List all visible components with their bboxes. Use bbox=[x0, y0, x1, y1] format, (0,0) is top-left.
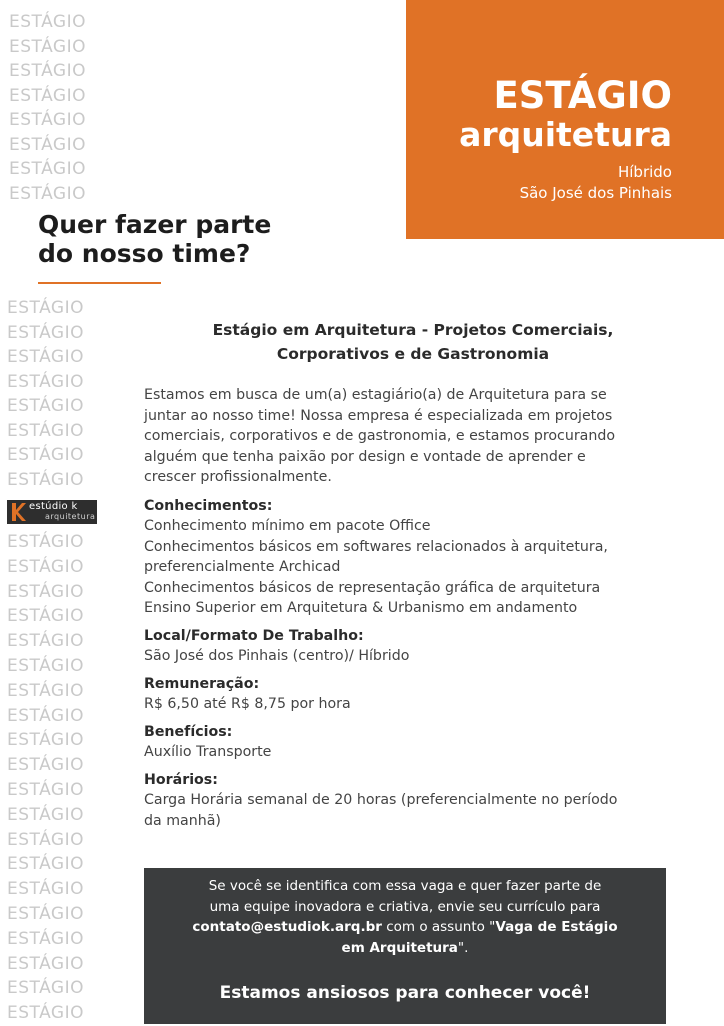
watermark-column-middle bbox=[7, 296, 84, 492]
headline-underline bbox=[38, 282, 161, 284]
watermark-word: ESTÁGIO bbox=[7, 396, 84, 416]
section-line: da manhã) bbox=[144, 812, 221, 829]
cta-line-4-text: ". bbox=[457, 939, 469, 956]
section-line: Conhecimento mínimo em pacote Office bbox=[144, 518, 431, 534]
cta-line-2: uma equipe inovadora e criativa, envie seu currículo para bbox=[209, 898, 601, 915]
watermark-word: ESTÁGIO bbox=[7, 953, 84, 974]
section-heading: Local/Formato De Trabalho: bbox=[144, 627, 364, 644]
intro-line: comerciais, corporativos e de gastronomia, e estamos procurando bbox=[144, 428, 616, 444]
job-section bbox=[144, 770, 694, 832]
watermark-word: ESTÁGIO bbox=[7, 445, 84, 465]
watermark-word: ESTÁGIO bbox=[7, 556, 84, 577]
watermark-word: ESTÁGIO bbox=[9, 183, 86, 204]
job-title bbox=[143, 318, 683, 366]
watermark-word: ESTÁGIO bbox=[7, 469, 84, 490]
watermark-word: ESTÁGIO bbox=[7, 680, 84, 701]
watermark-word: ESTÁGIO bbox=[7, 298, 84, 318]
watermark-word: ESTÁGIO bbox=[7, 978, 84, 999]
section-line: R$ 6,50 até R$ 8,75 por hora bbox=[144, 696, 351, 712]
watermark-column-top bbox=[9, 10, 86, 206]
section-line: Conhecimentos básicos de representação gráfica de arquitetura bbox=[144, 579, 601, 596]
contact-email-link[interactable]: contato@estudiok.arq.br bbox=[192, 919, 382, 935]
watermark-word: ESTÁGIO bbox=[9, 110, 86, 130]
job-description bbox=[144, 385, 694, 838]
job-section bbox=[144, 674, 694, 715]
job-sections bbox=[144, 496, 694, 832]
logo-name: estúdio k bbox=[29, 501, 78, 512]
section-heading: Conhecimentos: bbox=[144, 497, 273, 514]
job-title-line-2: Corporativos e de Gastronomia bbox=[276, 345, 550, 363]
watermark-word: ESTÁGIO bbox=[9, 12, 86, 32]
cta-line-1: Se você se identifica com essa vaga e quer fazer parte de bbox=[208, 878, 602, 894]
watermark-word: ESTÁGIO bbox=[7, 1003, 84, 1024]
section-heading: Remuneração: bbox=[144, 675, 260, 692]
section-heading: Horários: bbox=[144, 771, 218, 788]
headline-line-1: Quer fazer parte bbox=[38, 210, 272, 239]
job-section bbox=[144, 722, 694, 763]
k-logo-icon bbox=[12, 503, 26, 521]
watermark-word: ESTÁGIO bbox=[7, 779, 84, 800]
watermark-word: ESTÁGIO bbox=[7, 371, 84, 392]
watermark-word: ESTÁGIO bbox=[7, 879, 84, 900]
watermark-word: ESTÁGIO bbox=[7, 928, 84, 949]
job-section bbox=[144, 496, 694, 619]
watermark-word: ESTÁGIO bbox=[7, 655, 84, 676]
watermark-word: ESTÁGIO bbox=[7, 581, 84, 602]
watermark-word: ESTÁGIO bbox=[7, 730, 84, 751]
section-line: Auxílio Transporte bbox=[144, 744, 272, 760]
watermark-word: ESTÁGIO bbox=[9, 134, 86, 155]
banner-subtitle: arquitetura bbox=[459, 115, 672, 154]
watermark-word: ESTÁGIO bbox=[7, 903, 84, 924]
watermark-word: ESTÁGIO bbox=[9, 61, 86, 81]
cta-closing: Estamos ansiosos para conhecer você! bbox=[219, 983, 591, 1003]
company-logo bbox=[7, 500, 97, 524]
watermark-word: ESTÁGIO bbox=[7, 420, 84, 441]
cta-message bbox=[144, 876, 666, 958]
cta-line-4 bbox=[144, 938, 666, 959]
watermark-word: ESTÁGIO bbox=[7, 755, 84, 776]
job-title-line-1: Estágio em Arquitetura - Projetos Comerciais, bbox=[212, 321, 614, 339]
watermark-word: ESTÁGIO bbox=[9, 159, 86, 179]
watermark-column-bottom bbox=[7, 530, 84, 1026]
section-heading: Benefícios: bbox=[144, 723, 233, 740]
watermark-word: ESTÁGIO bbox=[7, 705, 84, 726]
watermark-word: ESTÁGIO bbox=[7, 532, 84, 552]
call-to-action-box bbox=[144, 868, 666, 1024]
intro-paragraph bbox=[144, 385, 694, 488]
watermark-word: ESTÁGIO bbox=[7, 322, 84, 343]
intro-line: juntar ao nosso time! Nossa empresa é especializada em projetos bbox=[144, 407, 613, 424]
headline bbox=[38, 210, 271, 268]
section-line: Carga Horária semanal de 20 horas (preferencialmente no período bbox=[144, 792, 618, 808]
watermark-word: ESTÁGIO bbox=[9, 85, 86, 106]
section-line: São José dos Pinhais (centro)/ Híbrido bbox=[144, 648, 410, 664]
section-line: Ensino Superior em Arquitetura & Urbanismo em andamento bbox=[144, 600, 578, 616]
watermark-word: ESTÁGIO bbox=[7, 829, 84, 850]
watermark-word: ESTÁGIO bbox=[7, 347, 84, 367]
job-section bbox=[144, 626, 694, 667]
cta-line-3 bbox=[144, 917, 666, 938]
intro-line: Estamos em busca de um(a) estagiário(a) de Arquitetura para se bbox=[144, 387, 607, 403]
email-subject-part-1: Vaga de Estágio bbox=[495, 919, 618, 935]
cta-line-3-text: com o assunto " bbox=[381, 919, 496, 935]
logo-tagline: arquitetura bbox=[45, 512, 96, 521]
watermark-word: ESTÁGIO bbox=[7, 804, 84, 825]
banner-work-mode: Híbrido bbox=[617, 163, 672, 181]
email-subject-part-2: em Arquitetura bbox=[341, 939, 458, 956]
intro-line: crescer profissionalmente. bbox=[144, 469, 332, 485]
headline-line-2: do nosso time? bbox=[38, 239, 251, 268]
watermark-word: ESTÁGIO bbox=[7, 606, 84, 627]
intro-line: alguém que tenha paixão por design e vontade de aprender e bbox=[144, 448, 586, 465]
watermark-word: ESTÁGIO bbox=[7, 854, 84, 875]
banner-city: São José dos Pinhais bbox=[519, 184, 672, 202]
watermark-word: ESTÁGIO bbox=[7, 631, 84, 652]
orange-banner bbox=[406, 0, 724, 239]
watermark-word: ESTÁGIO bbox=[9, 36, 86, 57]
section-line: preferencialmente Archicad bbox=[144, 559, 341, 575]
banner-title: ESTÁGIO bbox=[493, 74, 672, 117]
section-line: Conhecimentos básicos em softwares relacionados à arquitetura, bbox=[144, 538, 608, 555]
